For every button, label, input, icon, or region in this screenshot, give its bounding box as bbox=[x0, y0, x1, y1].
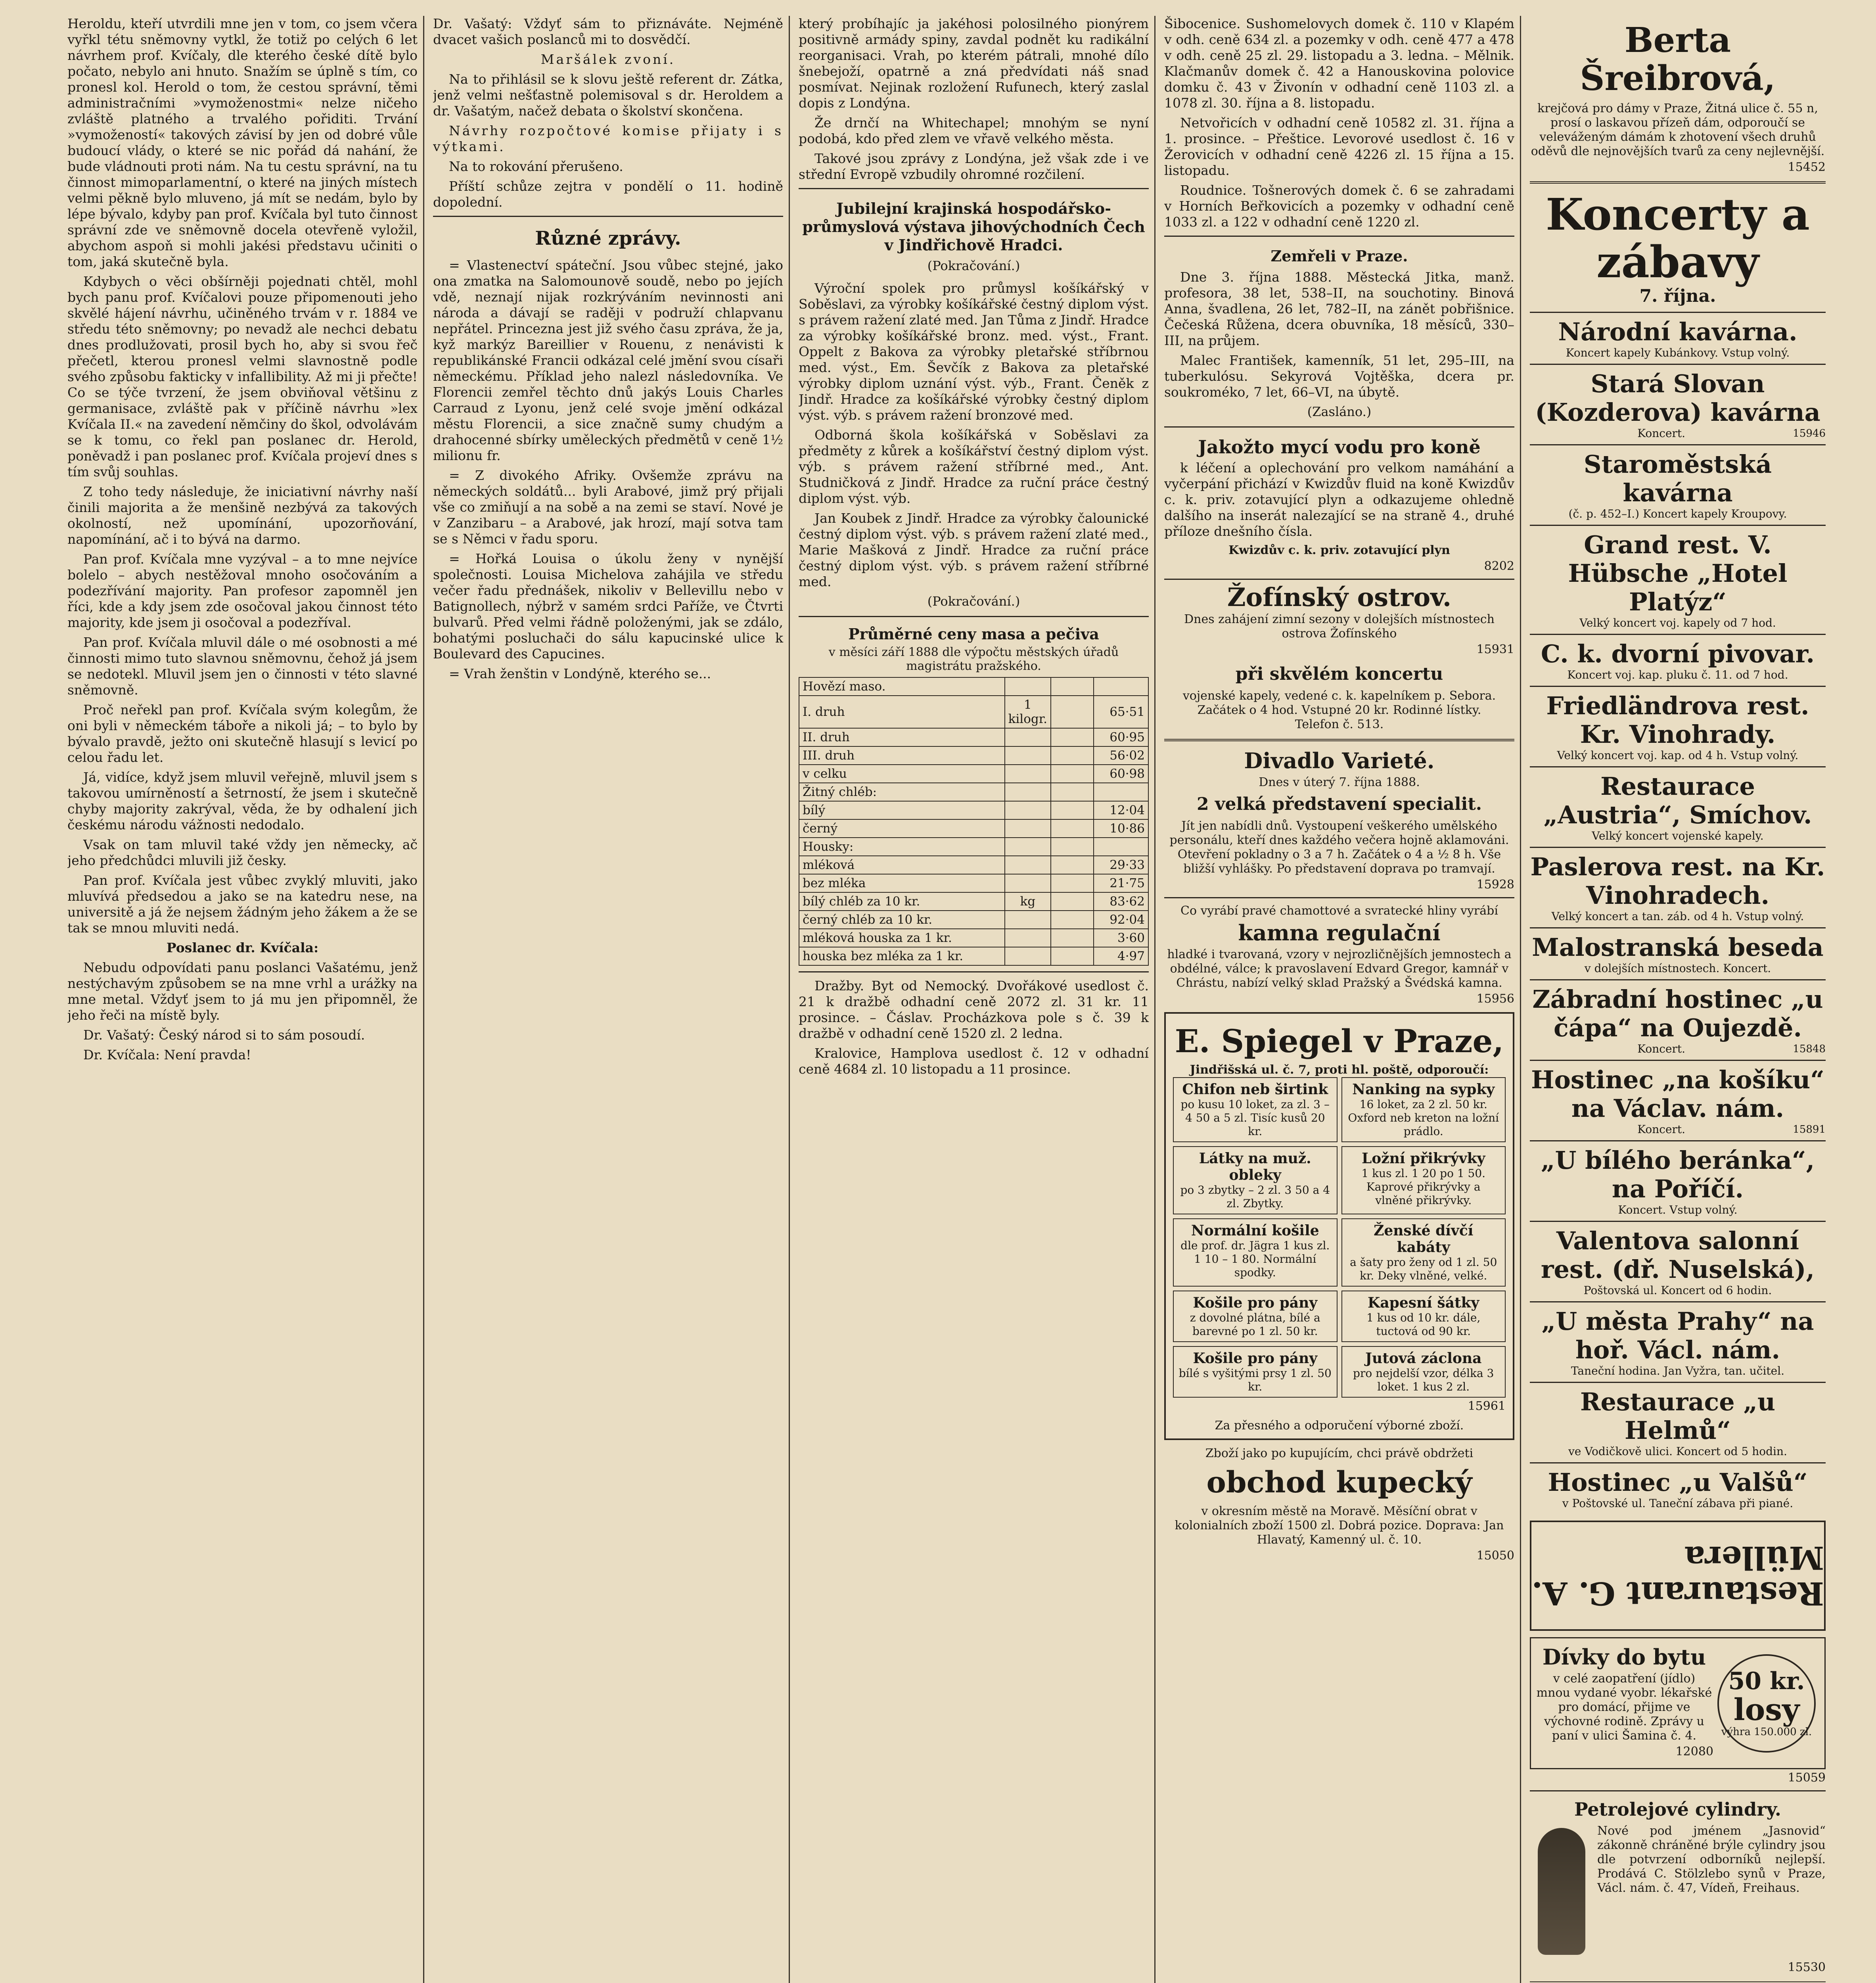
lottery-word: losy bbox=[1733, 1691, 1800, 1727]
concerts-date: 7. října. bbox=[1639, 286, 1716, 306]
venue-desc: Koncert. 15946 bbox=[1637, 427, 1826, 440]
venue-ad bbox=[1530, 634, 1826, 686]
col2-intro: Na to přihlásil se k slovu ještě referent dr. Zátka, jenž velmi nešťastně polemisoval s dr. Heroldem a dr. Vašatým, načež debata o školství skončena. bbox=[433, 71, 783, 119]
venue-desc: v dolejších místnostech. Koncert. bbox=[1584, 962, 1771, 975]
exhibition-headline: Jubilejní krajinská hospodářsko-průmyslová výstava jihovýchodních Čech v Jindřichově Hradci. bbox=[802, 199, 1145, 254]
concerts-headline: Koncerty a zábavy bbox=[1546, 189, 1810, 288]
venue-name: Hostinec „u Valšů“ bbox=[1548, 1468, 1808, 1497]
spiegel-item-title: Košile pro pány bbox=[1193, 1350, 1318, 1367]
meat-table-row bbox=[799, 765, 1148, 783]
venue-desc: Koncert. 15891 bbox=[1637, 1123, 1826, 1136]
shop-headline: obchod kupecký bbox=[1206, 1465, 1472, 1500]
rotated-ad-text: Restaurant G. A. Müllera bbox=[1531, 1539, 1824, 1612]
meat-prices-table bbox=[799, 677, 1149, 966]
column-1 bbox=[67, 16, 424, 1983]
col2-intro: Na to rokování přerušeno. bbox=[449, 159, 623, 174]
spiegel-item bbox=[1341, 1346, 1506, 1398]
divider bbox=[1164, 236, 1514, 237]
ad-number: 15961 bbox=[1468, 1399, 1506, 1413]
col2-intro: Návrhy rozpočtové komise přijaty i s výtkami. bbox=[433, 123, 783, 154]
exhibition-paragraph: Odborná škola košíkářská v Soběslavi za předměty z kůrek a košíkářství čestný diplom výst. výb. s právem ražení stříbrné med., Ant. Studničková z Jindř. Hradce za ruční práce čestný diplom výst. výb. bbox=[799, 427, 1149, 506]
venue-name: Malostranská beseda bbox=[1532, 933, 1824, 962]
meat-table-row bbox=[799, 819, 1148, 838]
deaths-paragraph: Dne 3. října 1888. Městecká Jitka, manž. profesora, 38 let, 538–II, na souchotiny. Binová Anna, švadlena, 26 let, 782–II, na zánět pobřišnice. Čečeská Růžena, dcera obuvníka, 18 měsíců, 330–III, na průjem. bbox=[1164, 269, 1514, 348]
ad-number: 15452 bbox=[1788, 160, 1826, 174]
meat-table-cell bbox=[1051, 801, 1094, 819]
divider bbox=[799, 616, 1149, 617]
listing: Šibocenice. Sushomelovych domek č. 110 v Klapém v odh. ceně 634 zl. a pozemky v odh. ceně 477 a 478 v odh. ceně 25 zl. 29. listopadu a 3. ledna. – Mělnik. Klačmanův domek č. 42 a Hanouskovina polovice domku č. 43 v Živonín v odhadní ceně 1103 zl. a 1078 zl. 30. října a 8. listopadu. bbox=[1164, 16, 1514, 111]
meat-table-cell bbox=[1005, 677, 1051, 696]
col1-paragraph: Kdybych o věci obšírněji pojednati chtěl, mohl bych panu prof. Kvíčalovi pouze připomenouti jeho skvělé hájení návrhu, učiněného trvám v r. 1884 ve středu této sněmovny; po nevadž ale nechci debatu dnes prodlužovati, prosil bych ho, aby si svou řeč přečetl, kterou pronesl velmi slavnostně podle svého způsobu fakticky v infallibility. Až mi ji přečte! Co se týče tvrzení, že jsem obviňoval většinu z germanisace, zvláště pak v příčině návrhu »lex Kvíčala II.« na zavedení němčiny do škol, odvolávám se k tomu, co řekl pan poslanec dr. Herold, poněvadž i pan poslanec prof. Kvíčala projeví dnes s tím svůj souhlas. bbox=[67, 274, 418, 479]
divider bbox=[1530, 1790, 1826, 1791]
variete-title: 2 velká představení specialit. bbox=[1196, 794, 1482, 814]
horse-ad-product: Kwizdův c. k. priv. zotavující plyn bbox=[1228, 543, 1450, 557]
meat-table-cell: 60·95 bbox=[1094, 728, 1148, 746]
lottery-note: výhra 150.000 zl. bbox=[1721, 1726, 1812, 1738]
col2-intro: Dr. Vašatý: Vždyť sám to přiznáváte. Nejméně dvacet vašich poslanců mi to dosvědčí. bbox=[433, 16, 783, 47]
venue-desc: Velký koncert a tan. záb. od 4 h. Vstup volný. bbox=[1551, 910, 1804, 923]
meat-table-cell bbox=[1005, 856, 1051, 874]
meat-table-cell bbox=[1005, 947, 1051, 965]
listing: Roudnice. Tošnerových domek č. 6 se zahradami v Horních Beřkovicích a pozemky v odhadní ceně 1033 zl. a 122 v odhadní ceně 1220 zl. bbox=[1164, 182, 1514, 230]
col1-paragraph: Nebudu odpovídati panu poslanci Vašatému, jenž nestýchavým způsobem se na mne vrhl a urážky na mne metal. Vždyť jsem to já mu jen připomněl, že jeho řeči na místě byly. bbox=[67, 960, 418, 1023]
spiegel-item bbox=[1341, 1291, 1506, 1342]
news-item: = Vrah ženštin v Londýně, kterého se... bbox=[449, 666, 711, 681]
venue-desc: v Poštovské ul. Taneční zábava při piané. bbox=[1562, 1497, 1794, 1510]
meat-table-cell bbox=[1005, 874, 1051, 892]
section-headline: Různé zprávy. bbox=[535, 227, 681, 249]
venue-name: „U bílého beránka“, na Poříčí. bbox=[1541, 1146, 1815, 1203]
col1-paragraph: Z toho tedy následuje, že iniciativní návrhy naší činili majorita a že menšině nezbývá za takových okolností, než upomínání, upozorňování, napomínání, ač i to bývá na darmo. bbox=[67, 484, 418, 547]
speaker-label: Poslanec dr. Kvíčala: bbox=[166, 940, 319, 955]
divider bbox=[1164, 426, 1514, 428]
divider bbox=[1530, 1981, 1826, 1983]
column-2 bbox=[433, 16, 790, 1983]
divider bbox=[1164, 897, 1514, 898]
col2-intro: Maršálek zvoní. bbox=[540, 52, 676, 67]
venue-desc: Koncert voj. kap. pluku č. 11. od 7 hod. bbox=[1567, 668, 1788, 681]
meat-table-cell: bílý bbox=[799, 801, 1005, 819]
ad-number: 12080 bbox=[1675, 1745, 1713, 1759]
col1-paragraph: Proč neřekl pan prof. Kvíčala svým kolegům, že oni byli v německém táboře a nikoli já; – to bylo by bývalo pravdě, ježto oni skutečně hlasují s levicí po celou řadu let. bbox=[67, 702, 418, 765]
divider bbox=[1530, 181, 1826, 184]
meat-table-cell bbox=[1051, 746, 1094, 765]
spiegel-grid bbox=[1173, 1077, 1506, 1398]
news-item: = Vlastenectví spáteční. Jsou vůbec stejné, jako ona zmatka na Salomounově soudě, nebo po jejích vdě, neznají nijak rozkrýváním nevinnosti ani národa a dávají se raději v podruží chlapvanu nepřátel. Princezna jest již svého času zpráva, že ja, kyž markýz Bareillier v Rouenu, z nenávisti k republikánské Francii odkázal celé jmění svou císaři německému. Příklad jeho nalezl následovníka. Ve Florencii zemřel těchto dnů jakýs Louis Charles Carraud z Lyonu, jenž celé svoje jmění odkázal městu Florencii, a sice značně sumy chudým a drahocenné sbírky uměleckých předmětů v ceně 1½ milionu fr. bbox=[433, 257, 783, 463]
lottery-price: 50 kr. bbox=[1728, 1667, 1805, 1695]
ad-number: 15931 bbox=[1476, 642, 1514, 656]
girls-ad-headline: Dívky do bytu bbox=[1542, 1644, 1706, 1670]
meat-table-cell: bez mléka bbox=[799, 874, 1005, 892]
telephone: Telefon č. 513. bbox=[1295, 717, 1384, 731]
meat-table-row bbox=[799, 677, 1148, 696]
meat-table-cell: černý bbox=[799, 819, 1005, 838]
venue-ad bbox=[1530, 364, 1826, 444]
divider bbox=[799, 971, 1149, 972]
spiegel-item-title: Chifon neb širtink bbox=[1182, 1081, 1328, 1098]
meat-table-cell bbox=[1005, 819, 1051, 838]
horse-ad-text: k léčení a oplechování pro velkom namáhání a vyčerpání přichází v Kwizdův fluid na koně Kwizdův c. k. priv. zotavující plyn a odkazujeme ohledně dalšího na inserát nalezající se na straně 4., druhé příloze dnešního čísla. bbox=[1164, 460, 1514, 539]
columns bbox=[67, 16, 1840, 1983]
meat-table-cell: bílý chléb za 10 kr. bbox=[799, 892, 1005, 911]
auction-notice: Dražby. Byt od Nemocký. Dvořákové usedlost č. 21 k dražbě odhadní ceně 2072 zl. 31 kr. 11 prosince. – Čáslav. Procházkova pole s č. 39 k dražbě v odhadní ceně 1520 zl. 2 ledna. bbox=[799, 978, 1149, 1041]
ad-number: 15050 bbox=[1476, 1549, 1514, 1563]
spiegel-item-title: Jutová záclona bbox=[1365, 1350, 1482, 1367]
spiegel-item-text: dle prof. dr. Jägra 1 kus zl. 1 10 – 1 80. Normální spodky. bbox=[1180, 1239, 1330, 1279]
auction-notice: Kralovice, Hamplova usedlost č. 12 v odhadní ceně 4684 zl. 10 listopadu a 11 prosince. bbox=[799, 1045, 1149, 1077]
meat-table-cell: kg bbox=[1005, 892, 1051, 911]
venue-name: Hostinec „na košíku“ na Václav. nám. bbox=[1531, 1065, 1824, 1123]
meat-table-row bbox=[799, 696, 1148, 728]
ad-number: 15928 bbox=[1476, 878, 1514, 892]
venue-name: „U města Prahy“ na hoř. Václ. nám. bbox=[1541, 1307, 1814, 1364]
meat-table-cell bbox=[1094, 838, 1148, 856]
spiegel-item-title: Ložní přikrývky bbox=[1361, 1150, 1485, 1167]
meat-table-cell bbox=[1051, 911, 1094, 929]
variete-text: Jít jen nabídli dnů. Vystoupení veškerého umělského personálu, kteří dnes každého večera hojně aklamováni. Otevření pokladny o 3 a 7 h. Začátek o 4 a ½ 8 h. Vše bližší vyhlášky. Po představení doprava po tramvají. bbox=[1169, 819, 1509, 876]
spiegel-item-title: Nanking na sypky bbox=[1352, 1081, 1495, 1098]
zofin-sub: při skvělém koncertu bbox=[1235, 664, 1443, 684]
meat-table-cell: 12·04 bbox=[1094, 801, 1148, 819]
spiegel-item-text: pro nejdelší vzor, délka 3 loket. 1 kus 2 zl. bbox=[1353, 1367, 1494, 1393]
zaslano-note: (Zasláno.) bbox=[1307, 404, 1372, 419]
girls-ad bbox=[1530, 1637, 1826, 1769]
spiegel-item bbox=[1341, 1077, 1506, 1142]
spiegel-item-title: Kapesní šátky bbox=[1368, 1295, 1479, 1311]
venue-name: Restaurace „u Helmů“ bbox=[1580, 1387, 1776, 1445]
girls-ad-text: v celé zaopatření (jídlo) mnou vydané vyobr. lékařské pro domácí, přijme ve výchovné rodině. Zprávy u paní v ulici Šamina č. 4. bbox=[1536, 1672, 1712, 1743]
berta-text: krejčová pro dámy v Praze, Žitná ulice č. 55 n, prosí o laskavou přízeň dám, odporoučí se veleváženým dámám k zhotovení všech druhů oděvů dle nejnovějších tvarů za ceny nejlevnější. bbox=[1531, 102, 1825, 158]
lamp-headline: Petrolejové cylindry. bbox=[1574, 1799, 1781, 1820]
meat-table-cell bbox=[1051, 929, 1094, 947]
spiegel-item-text: 1 kus zl. 1 20 po 1 50. Kaprové přikrývky a vlněné přikrývky. bbox=[1361, 1167, 1486, 1207]
meat-table-cell: Žitný chléb: bbox=[799, 783, 1005, 801]
spiegel-item bbox=[1173, 1077, 1338, 1142]
spiegel-item bbox=[1341, 1218, 1506, 1287]
col1-closing: Dr. Vašatý: Český národ si to sám posoudí. bbox=[83, 1027, 365, 1043]
meat-table-cell: 21·75 bbox=[1094, 874, 1148, 892]
venue-ad bbox=[1530, 1140, 1826, 1221]
venue-ad bbox=[1530, 686, 1826, 766]
venue-name: C. k. dvorní pivovar. bbox=[1541, 639, 1815, 668]
exhibition-paragraph: Jan Koubek z Jindř. Hradce za výrobky čalounické čestný diplom výst. výb. s právem ražení zlaté med., Marie Mašková z Jindř. Hradce za ruční práce čestný diplom výst. výb. s právem ražení stříbrné med. bbox=[799, 510, 1149, 589]
shop-intro: Zboží jako po kupujícím, chci právě obdržeti bbox=[1205, 1446, 1474, 1460]
meat-table-cell: II. druh bbox=[799, 728, 1005, 746]
stove-intro: Co vyrábí pravé chamottové a svratecké hliny vyrábí bbox=[1180, 904, 1498, 918]
meat-table-cell: 56·02 bbox=[1094, 746, 1148, 765]
venue-desc: Velký koncert voj. kap. od 4 h. Vstup volný. bbox=[1557, 749, 1799, 762]
venue-name: Národní kavárna. bbox=[1558, 317, 1797, 346]
deaths-headline: Zemřeli v Praze. bbox=[1270, 247, 1408, 265]
venue-ad bbox=[1530, 312, 1826, 364]
venue-ad bbox=[1530, 1301, 1826, 1382]
spiegel-item-text: po kusu 10 loket, za zl. 3 – 4 50 a 5 zl. Tisíc kusů 20 kr. bbox=[1180, 1098, 1330, 1138]
meat-table-cell bbox=[1051, 819, 1094, 838]
venue-list bbox=[1530, 312, 1826, 1514]
meat-table-row bbox=[799, 746, 1148, 765]
meat-table-cell bbox=[1051, 765, 1094, 783]
col2-intro: Příští schůze zejtra v pondělí o 11. hodině dopolední. bbox=[433, 178, 783, 210]
column-5 bbox=[1530, 16, 1831, 1983]
venue-ad bbox=[1530, 927, 1826, 979]
meat-table-row bbox=[799, 874, 1148, 892]
meat-table-cell bbox=[1051, 874, 1094, 892]
col1-paragraph: Pan prof. Kvíčala jest vůbec zvyklý mluviti, jako mluvívá předsedou a jako se na katedru nese, na universitě a já že nejsem žádným jeho žákem a že se tak se mnou mluviti nedá. bbox=[67, 873, 418, 936]
meat-table-cell bbox=[1005, 746, 1051, 765]
spiegel-item-text: z dovolné plátna, bílé a barevné po 1 zl. 50 kr. bbox=[1190, 1311, 1320, 1338]
meat-table-row bbox=[799, 856, 1148, 874]
horse-ad-headline: Jakožto mycí vodu pro koně bbox=[1198, 436, 1481, 458]
meat-table-cell bbox=[1051, 892, 1094, 911]
meat-table-cell bbox=[1051, 947, 1094, 965]
venue-desc: Taneční hodina. Jan Vyžra, tan. učitel. bbox=[1571, 1364, 1785, 1377]
meat-table-row bbox=[799, 947, 1148, 965]
spiegel-headline: E. Spiegel v Praze, bbox=[1175, 1022, 1504, 1060]
meat-table-cell bbox=[1051, 728, 1094, 746]
spiegel-item bbox=[1341, 1146, 1506, 1214]
venue-ad bbox=[1530, 766, 1826, 847]
venue-ad bbox=[1530, 847, 1826, 927]
meat-table-cell bbox=[1005, 783, 1051, 801]
berta-headline: Berta Šreibrová, bbox=[1580, 20, 1776, 98]
meat-table-cell bbox=[1051, 677, 1094, 696]
news-item: = Z divokého Afriky. Ovšemže zprávu na německých soldátů... byli Arabové, jimž prý přijali vše co zmiňují a na sobě a na zemi se staví. Nové je v Zanzibaru – a Arabové, jak hrozí, mají sotva tam se s Němci v řadu sporu. bbox=[433, 468, 783, 547]
divider bbox=[799, 188, 1149, 189]
venue-ad bbox=[1530, 1462, 1826, 1514]
venue-ad bbox=[1530, 1060, 1826, 1140]
divider bbox=[1164, 579, 1514, 580]
meat-table-cell: Housky: bbox=[799, 838, 1005, 856]
col1-closing: Dr. Kvíčala: Není pravda! bbox=[83, 1047, 251, 1062]
venue-desc: Koncert. Vstup volný. bbox=[1618, 1203, 1738, 1216]
meat-table-cell bbox=[1005, 838, 1051, 856]
spiegel-item-title: Košile pro pány bbox=[1193, 1295, 1318, 1311]
spiegel-ad bbox=[1164, 1012, 1514, 1440]
meat-table-row bbox=[799, 728, 1148, 746]
meat-table-cell: I. druh bbox=[799, 696, 1005, 728]
variete-headline: Divadlo Varieté. bbox=[1244, 748, 1435, 773]
variete-date: Dnes v úterý 7. října 1888. bbox=[1259, 775, 1420, 789]
meat-table-row bbox=[799, 838, 1148, 856]
col1-paragraph: Já, vidíce, když jsem mluvil veřejně, mluvil jsem s takovou umírněností a šetrností, že jsem i skutečně chyby majority zakrýval, věda, že by odhalení jich českému národu vážnosti nedodalo. bbox=[67, 769, 418, 832]
col1-paragraph: Heroldu, kteří utvrdili mne jen v tom, co jsem včera vyřkl tétu sněmovny vytkl, že totiž po celých 6 let návrhem prof. Kvíčaly, dle kterého české dítě bylo počato, nebylo ani hnuto. Snažím se úplně s tím, co pronesl kol. Herold o tom, že cestou správní, těmi administračními »vymoženostmi« nelze ničeho zvláště platného a trvalého pořiditi. Trvání »vymožeností« takových závisí by jen od dobré vůle budoucí vlády, o které se nic pořád dá nahání, že bude vládnouti proti nám. Na tu cestu správní, na tu činnost mimoparlamentní, o které na jiných místech velmi pěkně bylo mluveno, já mít se nedám, bylo by lépe bývalo, kdyby pan prof. Kvíčala byl tuto činnost správní zde ve sněmovně docela otevřeně vyložil, abychom aspoň si mohli jakési představu učiniti o tom, jaká skutečně byla. bbox=[67, 16, 418, 269]
venue-ad bbox=[1530, 1221, 1826, 1301]
venue-name: Grand rest. V. Hübsche „Hotel Platýz“ bbox=[1568, 530, 1788, 616]
meat-table-cell bbox=[1094, 677, 1148, 696]
ad-number: 8202 bbox=[1484, 559, 1514, 573]
stove-headline: kamna regulační bbox=[1238, 920, 1441, 945]
zofin-headline: Žofínský ostrov. bbox=[1227, 583, 1452, 612]
ad-number: 15956 bbox=[1476, 992, 1514, 1006]
meat-table-cell: 1 kilogr. bbox=[1005, 696, 1051, 728]
girls-ad-text-block bbox=[1535, 1642, 1713, 1764]
meat-table-cell bbox=[1005, 911, 1051, 929]
venue-desc: (č. p. 452–I.) Koncert kapely Kroupovy. bbox=[1568, 507, 1787, 520]
meat-table-cell: III. druh bbox=[799, 746, 1005, 765]
spiegel-item bbox=[1173, 1291, 1338, 1342]
spiegel-item bbox=[1173, 1346, 1338, 1398]
deaths-paragraph: Malec František, kamenník, 51 let, 295–III, na tuberkulósu. Sekyrová Vojtěška, dcera pr. soukroméko, 7 let, 66–VI, na úbytě. bbox=[1164, 353, 1514, 400]
venue-ad bbox=[1530, 979, 1826, 1060]
venue-name: Staroměstská kavárna bbox=[1583, 450, 1772, 507]
venue-desc: ve Vodičkově ulici. Koncert od 5 hodin. bbox=[1568, 1445, 1787, 1458]
col3-top: Takové jsou zprávy z Londýna, jež však zde i ve střední Evropě vzbudily ohromné rozčilení. bbox=[799, 151, 1149, 182]
meat-table-cell: 10·86 bbox=[1094, 819, 1148, 838]
meat-table-row bbox=[799, 911, 1148, 929]
meat-table-cell: 60·98 bbox=[1094, 765, 1148, 783]
venue-name: Stará Slovan (Kozderova) kavárna bbox=[1535, 369, 1820, 427]
spiegel-item bbox=[1173, 1146, 1338, 1214]
venue-ad bbox=[1530, 1382, 1826, 1462]
meat-table-cell: 4·97 bbox=[1094, 947, 1148, 965]
meat-table-cell: 83·62 bbox=[1094, 892, 1148, 911]
ad-number: 15848 bbox=[1793, 1043, 1826, 1055]
venue-desc: Koncert. 15848 bbox=[1637, 1042, 1826, 1055]
col1-paragraph: Pan prof. Kvíčala mne vyzýval – a to mne nejvíce bolelo – abych nestěžoval mnoho osočováním a podezřívání majority. Pan profesor zapomněl jen říci, kde a kdy jsem zde osočoval jakou činnost této majority, kde jsem ji osočoval a podezříval. bbox=[67, 551, 418, 630]
meat-table-cell: Hovězí maso. bbox=[799, 677, 1005, 696]
meat-table-cell: 92·04 bbox=[1094, 911, 1148, 929]
meat-table-cell: mléková bbox=[799, 856, 1005, 874]
meat-table-cell: v celku bbox=[799, 765, 1005, 783]
meat-table-cell bbox=[1005, 929, 1051, 947]
spiegel-item-text: po 3 zbytky – 2 zl. 3 50 a 4 zl. Zbytky. bbox=[1180, 1183, 1330, 1210]
venue-desc: Poštovská ul. Koncert od 6 hodin. bbox=[1583, 1284, 1772, 1297]
meat-table-cell bbox=[1005, 728, 1051, 746]
column-4 bbox=[1164, 16, 1521, 1983]
continuation-note: (Pokračování.) bbox=[927, 594, 1020, 609]
col3-top: Že drnčí na Whitechapel; mnohým se nyní podobá, kdo před zlem ve vřavě velkého města. bbox=[799, 115, 1149, 146]
meat-prices-subtitle: v měsíci září 1888 dle výpočtu městských úřadů magistrátu pražského. bbox=[828, 645, 1119, 673]
spiegel-item-title: Normální košile bbox=[1191, 1222, 1319, 1239]
lamp-ad bbox=[1530, 1824, 1826, 1959]
meat-table-row bbox=[799, 783, 1148, 801]
meat-prices-title: Průměrné ceny masa a pečiva bbox=[848, 625, 1099, 643]
col1-paragraph: Pan prof. Kvíčala mluvil dále o mé osobnosti a mé činnosti mimo tuto slavnou sněmovnu, čehož já jsem se nedotekl. Mluvil jsem jen o činnosti v této slavné sněmovně. bbox=[67, 635, 418, 698]
meat-table-cell bbox=[1051, 838, 1094, 856]
stove-text: hladké i tvarovaná, vzory v nejrozličnějších jemnostech a obdélné, válce; k pravoslavení Edvard Gregor, kamnář v Chrástu, nabízí velký sklad Pražský a Švédská kamna. bbox=[1167, 947, 1512, 990]
meat-table-row bbox=[799, 892, 1148, 911]
meat-table-cell: 3·60 bbox=[1094, 929, 1148, 947]
meat-table-cell: houska bez mléka za 1 kr. bbox=[799, 947, 1005, 965]
venue-desc: Velký koncert voj. kapely od 7 hod. bbox=[1579, 616, 1776, 629]
spiegel-item-text: bílé s vyšitými prsy 1 zl. 50 kr. bbox=[1178, 1367, 1332, 1393]
listing: Netvořicích v odhadní ceně 10582 zl. 31. října a 1. prosince. – Přeštice. Levorové usedlost č. 16 v Žerovicích v odhadní ceně 4226 zl. 15 října a 15. listopadu. bbox=[1164, 115, 1514, 178]
lamp-cylinder-icon bbox=[1538, 1828, 1585, 1955]
venue-name: Zábradní hostinec „u čápa“ na Oujezdě. bbox=[1532, 985, 1823, 1042]
meat-table-row bbox=[799, 929, 1148, 947]
lamp-text: Nové pod jménem „Jasnovid“ zákonně chráněné brýle cylindry jsou dle potvrzení odborníků nejlepší. Prodává C. Stölzlebo synů v Praze, Václ. nám. č. 47, Vídeň, Freihaus. bbox=[1597, 1824, 1826, 1895]
continuation-note: (Pokračování.) bbox=[927, 258, 1020, 273]
rotated-ad bbox=[1530, 1521, 1826, 1631]
spiegel-item-text: a šaty pro ženy od 1 zl. 50 kr. Deky vlněné, velké. bbox=[1350, 1256, 1497, 1282]
venue-name: Restaurace „Austria“, Smíchov. bbox=[1543, 772, 1812, 829]
spiegel-item-text: 16 loket, za 2 zl. 50 kr. Oxford neb kreton na ložní prádlo. bbox=[1348, 1098, 1499, 1138]
exhibition-paragraph: Výroční spolek pro průmysl košíkářský v Soběslavi, za výrobky košíkářské čestný diplom výst. s právem ražení zlaté med. Jan Tůma z Jindř. Hradce za výrobky košíkářské bronz. med. výst., Frant. Oppelt z Bakova za výrobky pletařské stříbrnou med. výst., Em. Ševčík z Bakova za pletařské výrobky diplom uznání výst. výb., Frant. Čeněk z Jindř. Hradce za košíkářské výrobky čestný diplom výst. výb. s právem ražení bronzové med. bbox=[799, 280, 1149, 423]
spiegel-item-title: Látky na muž. obleky bbox=[1199, 1150, 1311, 1183]
ad-number: 15530 bbox=[1788, 1960, 1826, 1974]
zofin-text: vojenské kapely, vedené c. k. kapelníkem p. Sebora. Začátek o 4 hod. Vstupné 20 kr. Rodinné lístky. bbox=[1182, 689, 1496, 717]
divider bbox=[1164, 739, 1514, 741]
meat-table-cell: 65·51 bbox=[1094, 696, 1148, 728]
ad-number: 15946 bbox=[1793, 428, 1826, 439]
lottery-badge bbox=[1717, 1654, 1816, 1753]
meat-table-cell bbox=[1094, 783, 1148, 801]
meat-table-cell: 29·33 bbox=[1094, 856, 1148, 874]
meat-table-cell bbox=[1005, 801, 1051, 819]
meat-table-cell bbox=[1051, 783, 1094, 801]
spiegel-address: Jindřišská ul. č. 7, proti hl. poště, odporoučí: bbox=[1190, 1063, 1489, 1077]
meat-table-row bbox=[799, 801, 1148, 819]
venue-ad bbox=[1530, 444, 1826, 525]
meat-table-cell bbox=[1051, 696, 1094, 728]
shop-text: v okresním městě na Moravě. Měsíční obrat v kolonialních zboží 1500 zl. Dobrá pozice. Doprava: Jan Hlavatý, Kamenný ul. č. 10. bbox=[1175, 1504, 1504, 1547]
venue-ad bbox=[1530, 525, 1826, 634]
spiegel-foot: Za přesného a odporučení výborné zboží. bbox=[1215, 1419, 1464, 1433]
spiegel-item-title: Ženské dívčí kabáty bbox=[1374, 1222, 1474, 1256]
meat-table-cell: mléková houska za 1 kr. bbox=[799, 929, 1005, 947]
meat-table-cell bbox=[1005, 765, 1051, 783]
divider bbox=[433, 216, 783, 217]
ad-number: 15059 bbox=[1788, 1771, 1826, 1785]
zofin-text: Dnes zahájení zimní sezony v dolejších místnostech ostrova Žofínského bbox=[1184, 612, 1495, 641]
venue-desc: Velký koncert vojenské kapely. bbox=[1592, 829, 1764, 842]
venue-name: Valentova salonní rest. (dř. Nuselská), bbox=[1541, 1226, 1815, 1284]
spiegel-item bbox=[1173, 1218, 1338, 1287]
spiegel-item-text: 1 kus od 10 kr. dále, tuctová od 90 kr. bbox=[1366, 1311, 1481, 1338]
col3-top: který probíhajíc ja jakéhosi polosilného pionýrem positivně armády spiny, zavdal podnět ku radikální reorganisaci. Vrah, po kterém pátrali, mnohé dílo šnebejoží, opatrně a zná předvídati náš snad posmívat. Nejinak rozložení Rufunech, který zaslal dopis z Londýna. bbox=[799, 16, 1149, 111]
column-3 bbox=[799, 16, 1155, 1983]
col1-paragraph: Vsak on tam mluvil také vždy jen německy, ač jeho předchůdci mluvili již česky. bbox=[67, 837, 418, 868]
ad-number: 15891 bbox=[1793, 1124, 1826, 1135]
venue-desc: Koncert kapely Kubánkovy. Vstup volný. bbox=[1566, 346, 1790, 359]
news-item: = Hořká Louisa o úkolu ženy v nynější společnosti. Louisa Michelova zahájila ve středu večer řadu přednášek, nikoliv v Bellevillu nebo v Batignollech, nýbrž v samém srdci Paříže, ve Čtvrti bulvarů. Před velmi řádně položenými, jak se zdálo, bohatými posluchači do sálu kapucinské ulice k Boulevard des Capucines. bbox=[433, 551, 783, 662]
meat-table-cell bbox=[1051, 856, 1094, 874]
meat-table-cell: černý chléb za 10 kr. bbox=[799, 911, 1005, 929]
venue-name: Paslerova rest. na Kr. Vinohradech. bbox=[1530, 852, 1825, 910]
venue-name: Friedländrova rest. Kr. Vinohrady. bbox=[1546, 691, 1809, 749]
